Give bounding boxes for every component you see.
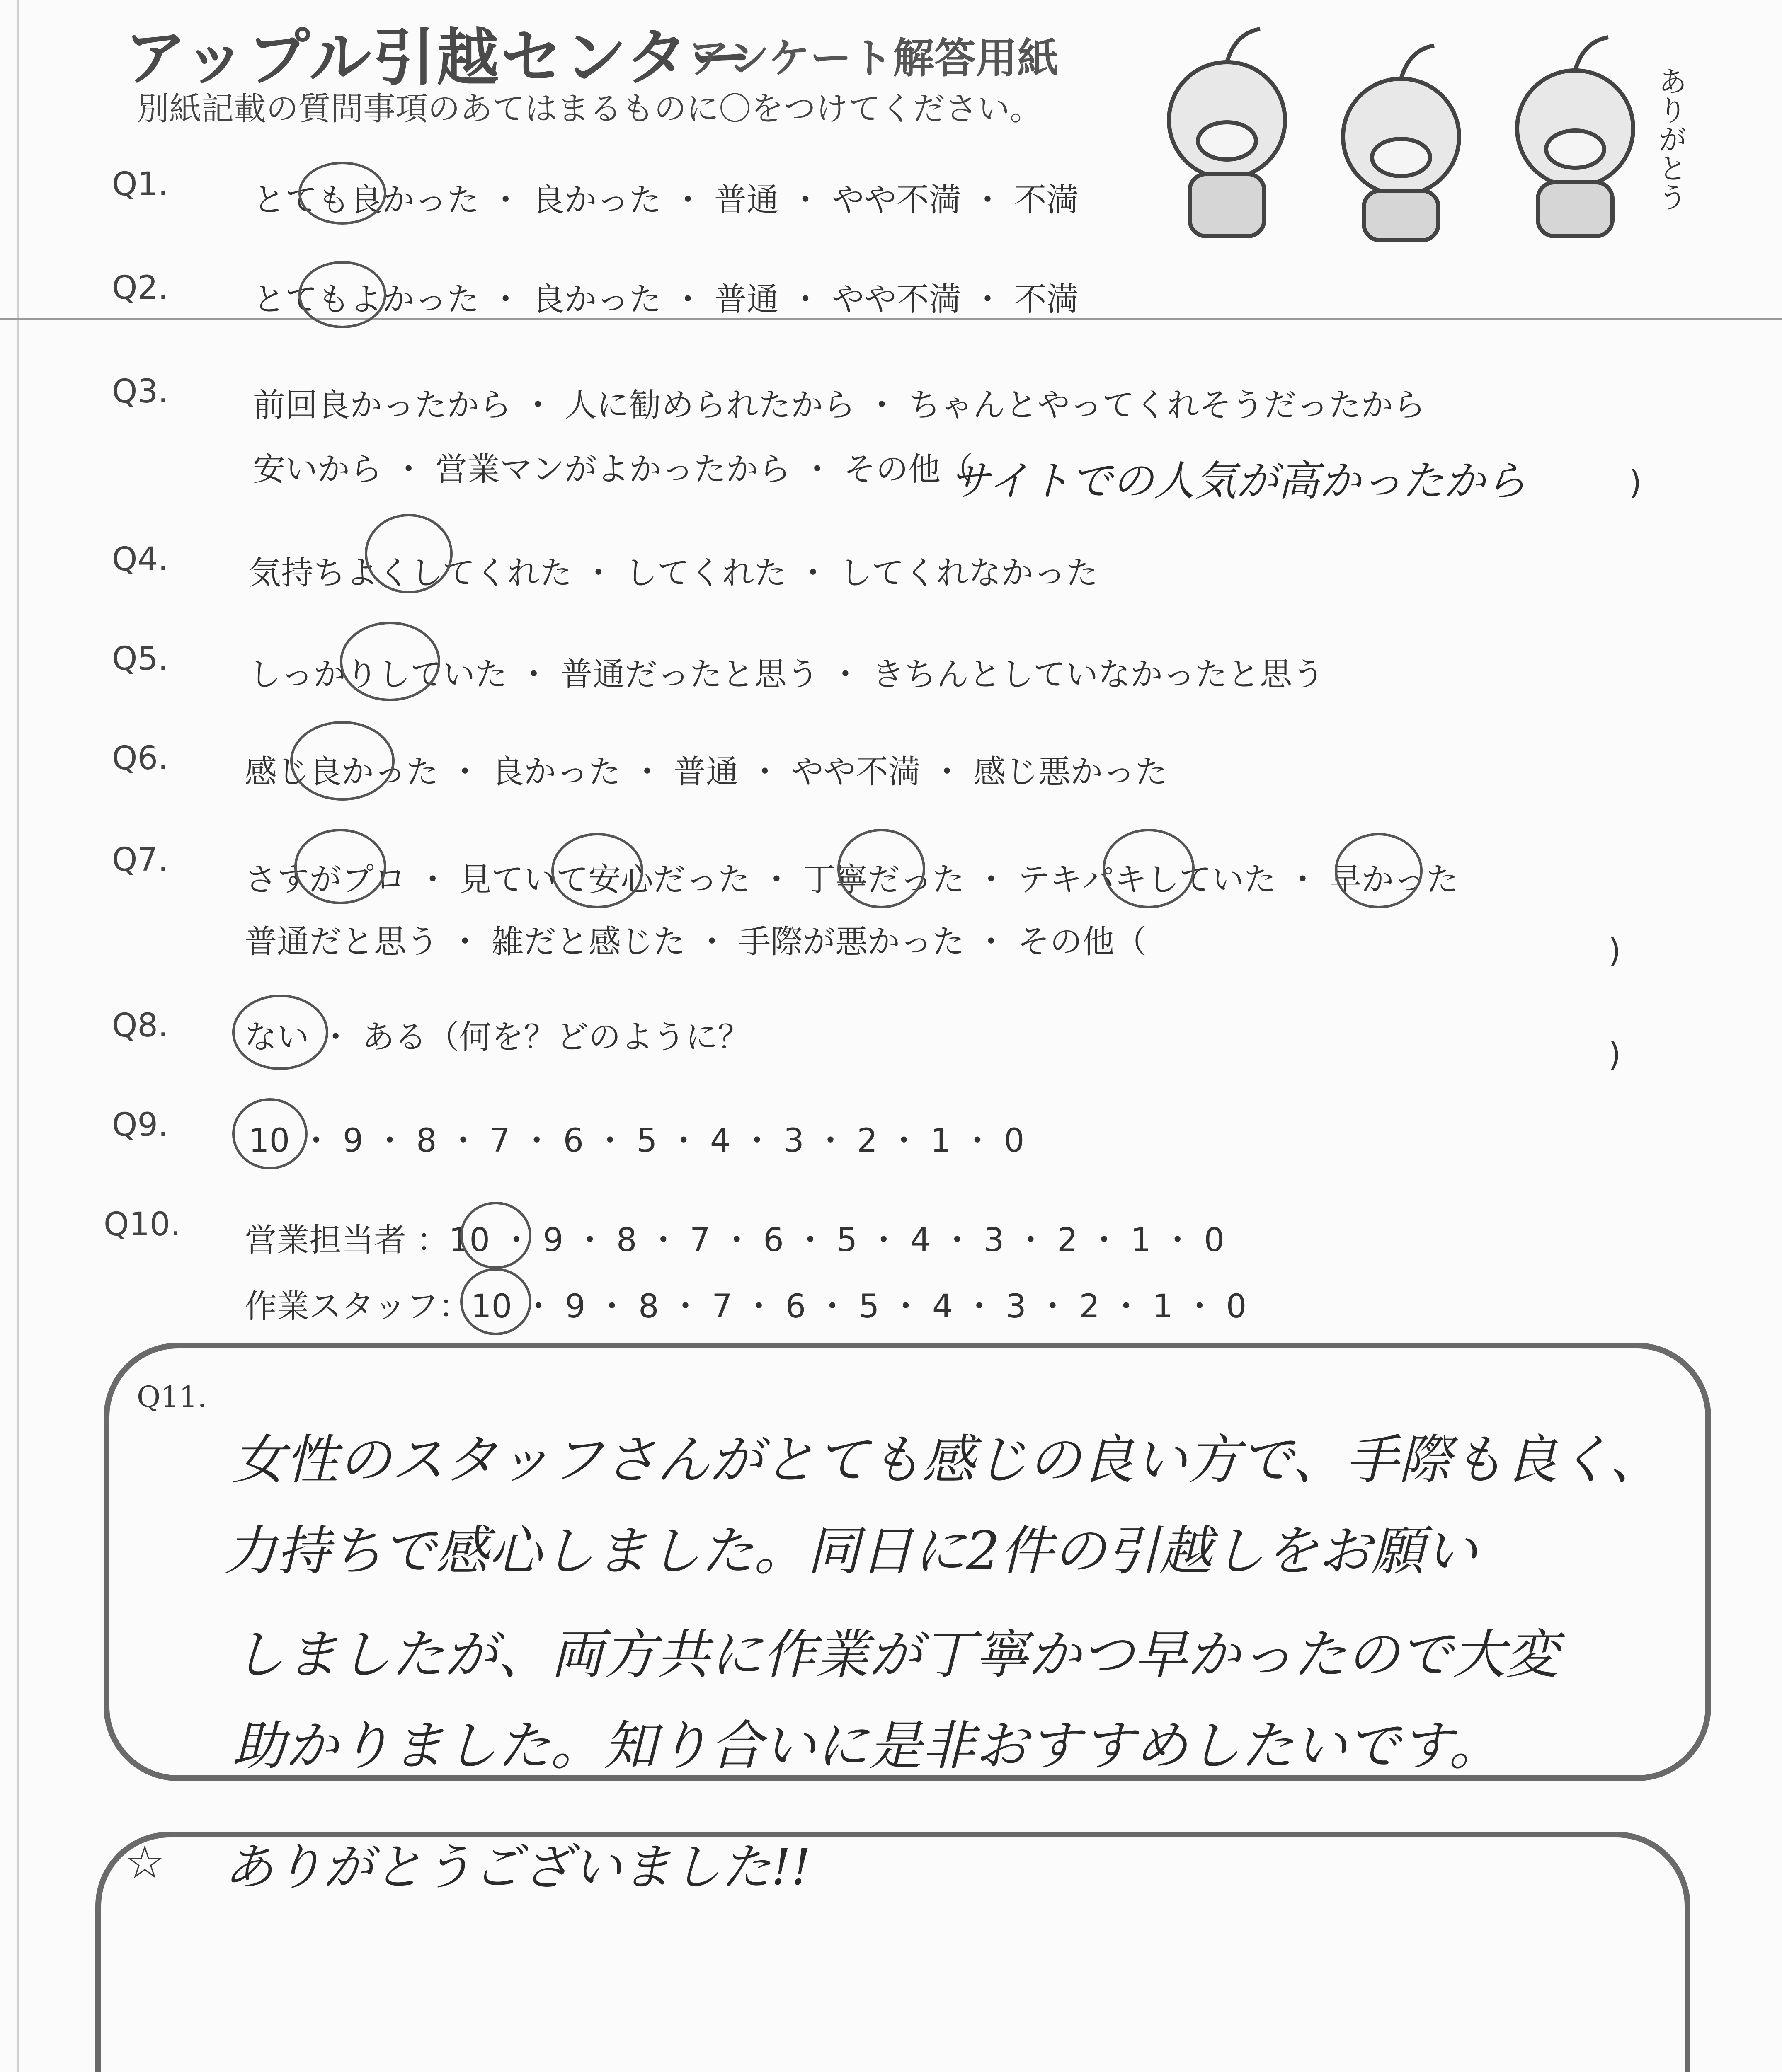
q11-line-2: 力持ちで感心しました。同日に2件の引越しをお願い (224, 1520, 1478, 1582)
q4-label: Q4. (112, 541, 168, 578)
q7-circle-tekipaki (1103, 829, 1195, 908)
comment-handwritten: ありがとうございました!! (224, 1839, 811, 1896)
q5-options: しっかりしていた ・ 普通だったと思う ・ きちんとしていなかったと思う (249, 656, 1325, 693)
q10-sales-answer-circle (460, 1202, 531, 1269)
q10-label: Q10. (104, 1206, 181, 1243)
q9-answer-circle (232, 1098, 308, 1169)
q11-label: Q11. (137, 1380, 207, 1414)
q4-options: 気持ちよくしてくれた ・ してくれた ・ してくれなかった (249, 554, 1098, 592)
q3-options-line2: 安いから ・ 営業マンがよかったから ・ その他（ (253, 451, 973, 488)
q10-sales-options: 営業担当者 ：10 ・ 9 ・ 8 ・ 7 ・ 6 ・ 5 ・ 4 ・ 3 ・ 2 ・ 1 ・ 0 (245, 1222, 1225, 1259)
q7-circle-anshin (551, 833, 643, 908)
q8-options: ない ・ ある（何を？どのように？ (245, 1019, 750, 1056)
q8-answer-circle (232, 995, 328, 1070)
q3-options-line1: 前回良かったから ・ 人に勧められたから ・ ちゃんとやってくれそうだったから (253, 387, 1426, 424)
q2-label: Q2. (112, 269, 168, 307)
form-subtitle: アンケート解答用紙 (688, 34, 1059, 82)
q7-options-line2: 普通だと思う ・ 雑だと感じた ・ 手際が悪かった ・ その他（ (245, 923, 1147, 961)
q7-options-line1: さすがプロ ・ 見ていて安心だった ・ 丁寧だった ・ テキパキしていた ・ 早かった (245, 861, 1459, 898)
q7-circle-teinei (837, 829, 925, 908)
q2-answer-circle (298, 261, 386, 328)
star-icon: ☆ (124, 1836, 165, 1889)
q7-label: Q7. (112, 841, 168, 879)
q9-label: Q9. (112, 1106, 168, 1144)
q11-line-1: 女性のスタッフさんがとても感じの良い方で、手際も良く、 (232, 1429, 1663, 1491)
q6-options: 感じ良かった ・ 良かった ・ 普通 ・ やや不満 ・ 感じ悪かった (245, 753, 1168, 791)
mascot-illustration (1144, 17, 1724, 249)
q11-line-4: 助かりました。知り合いに是非おすすめしたいです。 (232, 1715, 1502, 1777)
q5-answer-circle (340, 622, 440, 701)
q1-options: とても良かった ・ 良かった ・ 普通 ・ やや不満 ・ 不満 (253, 182, 1079, 219)
q6-label: Q6. (112, 740, 168, 777)
q7-close-paren: ) (1608, 932, 1621, 970)
q3-label: Q3. (112, 373, 168, 410)
q8-close-paren: ) (1608, 1036, 1621, 1073)
page-edge (17, 0, 19, 2072)
q7-circle-hayakatta (1335, 833, 1423, 908)
q6-answer-circle (290, 721, 395, 801)
company-title: アップル引越センター (124, 22, 754, 94)
q2-options: とてもよかった ・ 良かった ・ 普通 ・ やや不満 ・ 不満 (253, 281, 1079, 318)
q10-staff-answer-circle (460, 1268, 531, 1335)
q9-options: 10 ・ 9 ・ 8 ・ 7 ・ 6 ・ 5 ・ 4 ・ 3 ・ 2 ・ 1 ・ 0 (249, 1122, 1025, 1159)
mascot-caption: ありがとう (1654, 66, 1687, 211)
q1-answer-circle (298, 162, 386, 225)
q3-close-paren: ) (1629, 464, 1642, 501)
q11-line-3: しましたが、両方共に作業が丁寧かつ早かったので大変 (232, 1624, 1559, 1686)
q8-label: Q8. (112, 1007, 168, 1044)
q7-circle-pro (294, 829, 386, 904)
instruction-text: 別紙記載の質問事項のあてはまるものに〇をつけてください。 (137, 90, 1043, 128)
q1-label: Q1. (112, 166, 168, 203)
q5-label: Q5. (112, 640, 168, 678)
q3-handwritten-other: サイトでの人気が高かったから (949, 457, 1527, 505)
q10-staff-options: 作業スタッフ：10 ・ 9 ・ 8 ・ 7 ・ 6 ・ 5 ・ 4 ・ 3 ・ 2 ・ 1 ・ 0 (245, 1288, 1247, 1325)
q4-answer-circle (365, 514, 453, 593)
